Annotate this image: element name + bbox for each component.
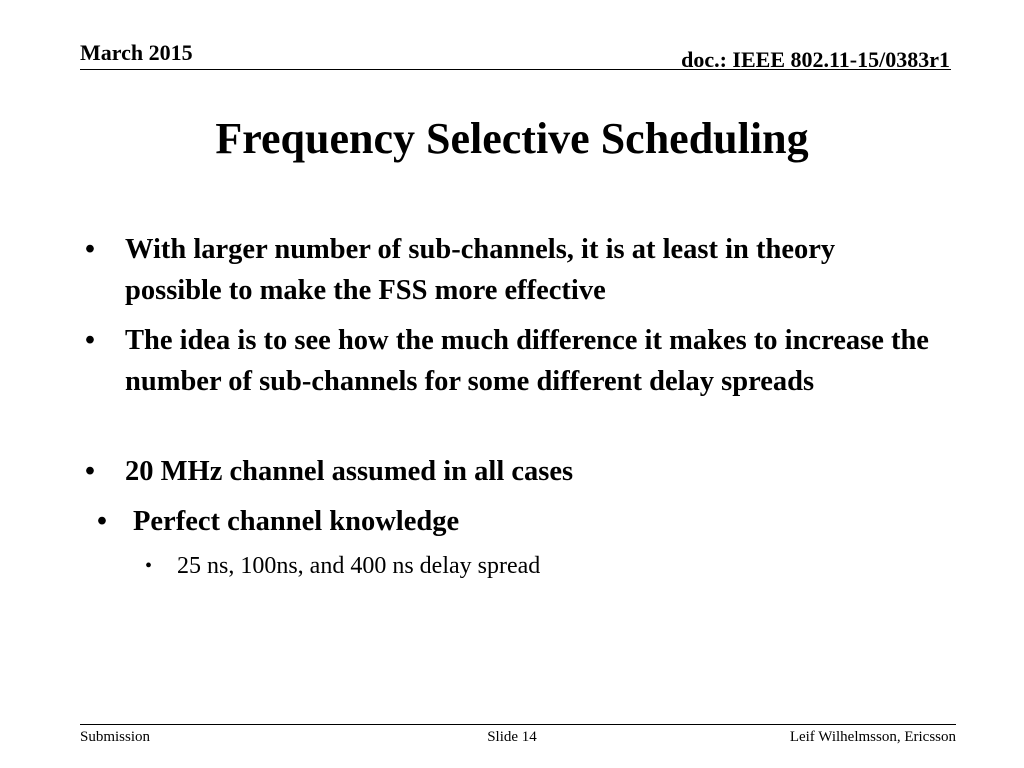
bullet-text: Perfect channel knowledge bbox=[133, 506, 460, 537]
bullet-text: The idea is to see how the much difference it makes to increase the number of sub-channels for some different delay spreads bbox=[125, 325, 929, 397]
bullet-item bbox=[85, 229, 915, 311]
sub-bullet-item bbox=[145, 550, 877, 582]
sub-bullet-dot-icon: • bbox=[145, 555, 153, 577]
sub-bullet-text: 25 ns, 100ns, and 400 ns delay spread bbox=[177, 553, 541, 579]
footer-slide-number: Slide 14 bbox=[487, 729, 537, 745]
footer-submission: Submission bbox=[80, 729, 151, 745]
bullet-item bbox=[85, 451, 915, 492]
bullet-dot-icon: • bbox=[85, 325, 95, 356]
slide-title: Frequency Selective Scheduling bbox=[215, 114, 809, 163]
header-divider bbox=[80, 69, 951, 70]
header-date: March 2015 bbox=[80, 40, 193, 65]
bullet-text: 20 MHz channel assumed in all cases bbox=[125, 456, 574, 487]
bullet-item bbox=[85, 320, 945, 402]
header-doc-id: doc.: IEEE 802.11-15/0383r1 bbox=[681, 47, 950, 72]
bullet-dot-icon: • bbox=[97, 506, 107, 537]
bullet-item bbox=[97, 501, 923, 542]
bullet-text: With larger number of sub-channels, it is at least in theory possible to make the FSS more effective bbox=[125, 234, 836, 306]
bullet-dot-icon: • bbox=[85, 234, 95, 265]
footer-author: Leif Wilhelmsson, Ericsson bbox=[789, 729, 956, 745]
bullet-dot-icon: • bbox=[85, 456, 95, 487]
footer-divider bbox=[80, 724, 956, 725]
